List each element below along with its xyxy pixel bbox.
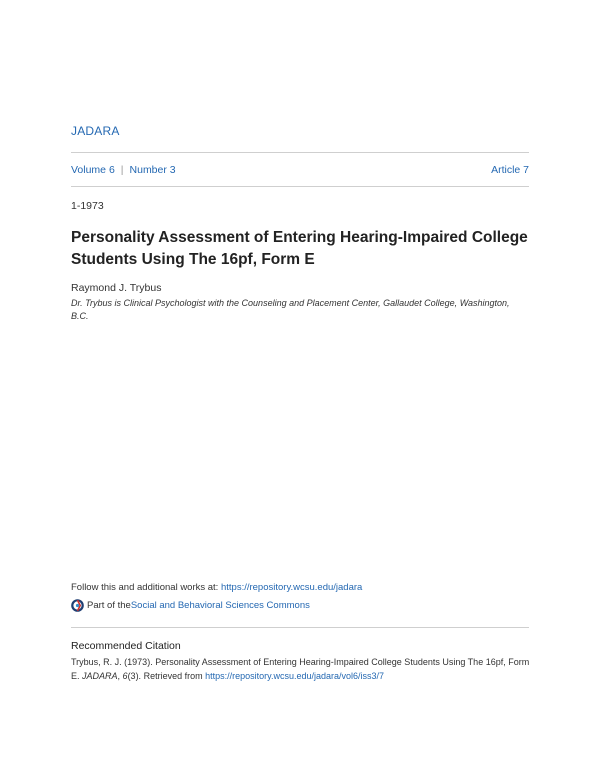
author-affiliation: Dr. Trybus is Clinical Psychologist with the Counseling and Placement Center, Gallaudet College, Washington, B.C. — [71, 298, 510, 321]
citation-text — [71, 655, 531, 683]
journal-name-link[interactable]: JADARA — [71, 124, 120, 138]
commons-link[interactable]: Social and Behavioral Sciences Commons — [130, 600, 310, 611]
citation-sep: , — [117, 671, 123, 681]
publication-date: 1-1973 — [71, 200, 104, 212]
volume-link[interactable]: Volume 6 — [71, 164, 115, 176]
divider — [71, 186, 529, 187]
citation-url-link[interactable]: https://repository.wcsu.edu/jadara/vol6/iss3/7 — [205, 671, 385, 681]
follow-text: Follow this and additional works at: — [71, 582, 221, 593]
follow-line — [71, 582, 362, 593]
issue-row — [71, 164, 529, 176]
citation-body: Trybus, R. J. (1973). Personality Assessment of Entering Hearing-Impaired College Students Using The 16pf, Form E. — [71, 657, 530, 681]
citation-journal: JADARA — [82, 671, 118, 681]
article-title: Personality Assessment of Entering Hearing-Impaired College Students Using The 16pf, Form E — [71, 229, 528, 268]
author-name: Raymond J. Trybus — [71, 282, 162, 294]
number-link[interactable]: Number 3 — [129, 164, 176, 176]
issue-separator: | — [120, 164, 124, 176]
citation-heading: Recommended Citation — [71, 640, 181, 652]
divider — [71, 152, 529, 153]
network-icon — [71, 599, 84, 612]
citation-volume: 6 — [122, 671, 128, 681]
article-link[interactable]: Article 7 — [491, 164, 529, 176]
citation-retrieved: (3). Retrieved from — [127, 671, 206, 681]
part-of-text: Part of the — [87, 600, 131, 611]
repository-link[interactable]: https://repository.wcsu.edu/jadara — [220, 582, 363, 593]
part-of-line — [71, 599, 310, 612]
divider — [71, 627, 529, 628]
